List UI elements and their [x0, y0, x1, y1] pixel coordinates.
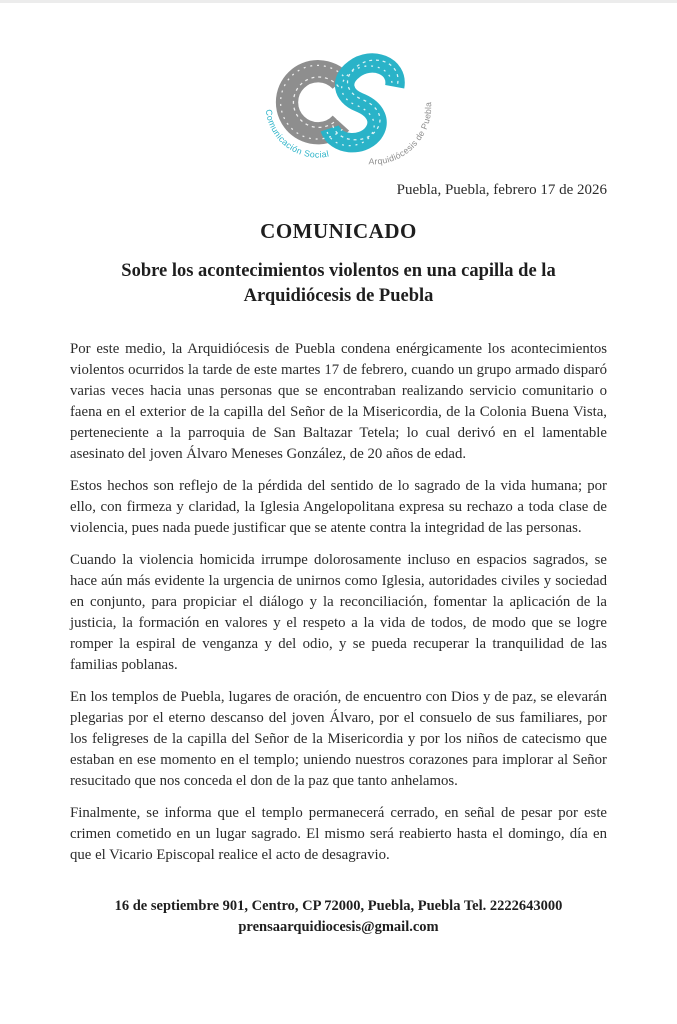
footer-address: 16 de septiembre 901, Centro, CP 72000, Puebla, Puebla Tel. 2222643000 [114, 897, 563, 914]
logo-text-left: Comunicación Social [263, 108, 330, 160]
logo-c-shape [287, 71, 341, 133]
logo-s-shape [330, 63, 395, 143]
cs-circuit-logo-icon [236, 46, 441, 172]
paragraph-4: En los templos de Puebla, lugares de oración, de encuentro con Dios y de paz, se elevarán plegarias por el eterno descanso del joven Álvaro, por el consuelo de sus familiares, por los feligreses de la capilla del Señor de la Misericordia y por los niños de catecismo que estaban en ese momento en el templo; uniendo nuestros corazones para implorar al Señor resucitado que nos conceda el don de la paz que tanto anhelamos. [70, 688, 607, 789]
document-footer [70, 896, 607, 938]
paragraph-1: Por este medio, la Arquidiócesis de Puebla condena enérgicamente los acontecimientos violentos ocurridos la tarde de este martes 17 de febrero, cuando un grupo armado disparó varias veces hacia unas personas que se encontraban realizando servicio comunitario o faena en el exterior de la capilla del Señor de la Misericordia, de la Colonia Buena Vista, perteneciente a la parroquia de San Baltazar Tetela; lo cual derivó en el lamentable asesinato del joven Álvaro Meneses González, de 20 años de edad. [70, 340, 607, 462]
document-title: COMUNICADO [260, 219, 417, 243]
paragraph-3: Cuando la violencia homicida irrumpe dolorosamente incluso en espacios sagrados, se hace aún más evidente la urgencia de unirnos como Iglesia, autoridades civiles y sociedad en conjunto, para propiciar el diálogo y la reconciliación, fomentar la aplicación de la justicia, la formación en valores y el respeto a la vida de todos, de modo que se logre romper la espiral de venganza y del odio, y se pueda recuperar la tranquilidad de las familias poblanas. [70, 551, 607, 673]
document-body [70, 339, 607, 866]
scan-edge [0, 0, 677, 3]
dateline: Puebla, Puebla, febrero 17 de 2026 [396, 182, 607, 198]
logo [70, 0, 607, 172]
document-subtitle: Sobre los acontecimientos violentos en una capilla de la Arquidiócesis de Puebla [121, 261, 556, 306]
footer-email: prensaarquidiocesis@gmail.com [238, 918, 439, 935]
logo-text-right: Arquidiócesis de Puebla [368, 101, 434, 167]
paragraph-5: Finalmente, se informa que el templo permanecerá cerrado, en señal de pesar por este crimen cometido en un lugar sagrado. El mismo será reabierto hasta el domingo, día en que el Vicario Episcopal realice el acto de desagravio. [70, 804, 607, 863]
paragraph-2: Estos hechos son reflejo de la pérdida del sentido de lo sagrado de la vida humana; por ello, con firmeza y claridad, la Iglesia Angelopolitana expresa su rechazo a toda clase de violencia, pues nada puede justificar que se atente contra la integridad de las personas. [70, 477, 607, 536]
